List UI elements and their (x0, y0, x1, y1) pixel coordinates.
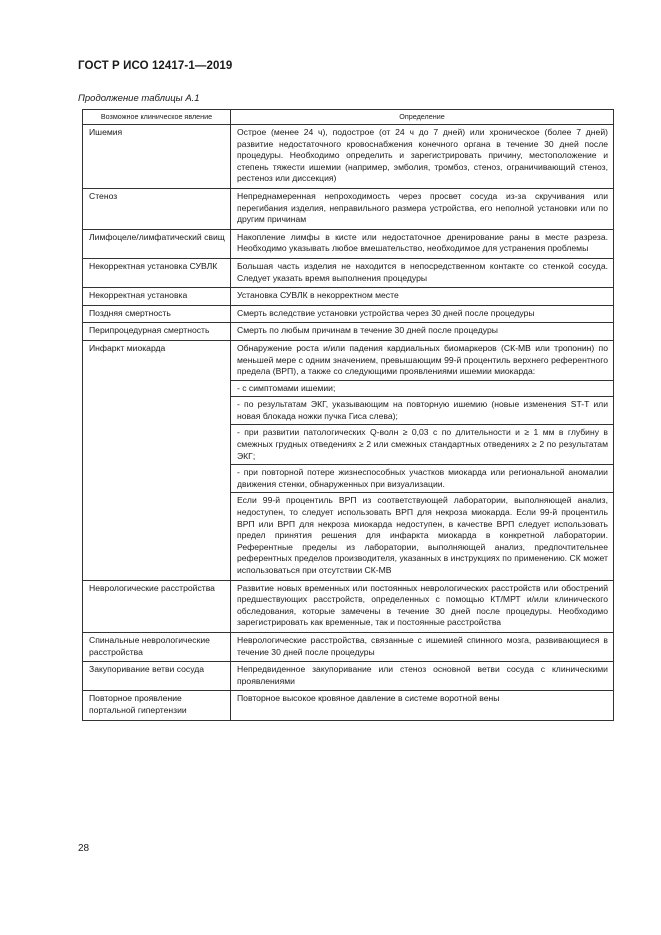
definition-cell (231, 323, 614, 341)
table-caption: Продолжение таблицы А.1 (78, 93, 200, 104)
clinical-phenomenon-cell: Повторное проявление портальной гипертензии (83, 691, 231, 720)
definition-cell (231, 288, 614, 306)
definition-cell (231, 580, 614, 632)
table-row (83, 323, 614, 341)
clinical-phenomenon-cell: Стеноз (83, 188, 231, 229)
clinical-phenomenon-cell: Спинальные неврологические расстройства (83, 632, 231, 661)
definition-cell (231, 662, 614, 691)
definition-paragraph: - при развитии патологических Q-волн ≥ 0,03 с по длительности и ≥ 1 мм в глубину в смежных грудных отведениях ≥ 2 или смежных стандартных отведениях ≥ 2 по результатам ЭКГ; (237, 427, 608, 461)
table-header-row (83, 110, 614, 125)
definition-paragraph: - по результатам ЭКГ, указывающим на повторную ишемию (новые изменения ST-T или новая блокада ножки пучка Гиса слева); (237, 399, 608, 421)
column-header-phenomenon: Возможное клиническое явление (83, 110, 231, 125)
definition-cell (231, 632, 614, 661)
definition-paragraph: Непредвиденное закупоривание или стеноз основной ветви сосуда с клиническими проявлениями (237, 664, 608, 686)
paragraph-divider (231, 396, 613, 397)
clinical-phenomenon-cell: Ишемия (83, 125, 231, 189)
definition-paragraph: Острое (менее 24 ч), подострое (от 24 ч до 7 дней) или хроническое (более 7 дней) развитие недостаточного кровоснабжения конечного органа в течение 30 дней после процедуры. Необходимо определить и зарегистрировать причину, местоположение и степень тяжести ишемии (например, эмболия, тромбоз, стеноз, ограничивающий стеноз, рестеноз или диссекция) (237, 127, 608, 184)
definition-paragraph: Смерть по любым причинам в течение 30 дней после процедуры (237, 325, 498, 336)
definition-paragraph: Неврологические расстройства, связанные с ишемией спинного мозга, развивающиеся в течение 30 дней после процедуры (237, 634, 608, 657)
definition-paragraph: Если 99-й процентиль ВРП из соответствующей лаборатории, выполняющей анализ, недоступен, то следует использовать ВРП для некроза миокарда. Если 99-й процентиль ВРП или ВРП для некроза миокарда недоступен, в качестве ВРП следует использовать предел принятия решения для инфаркта миокарда в конкретной лаборатории. Референтные пределы из лаборатории, выполняющей анализ, предпочтительнее референтных пределов производителя, указанных в инструкциях по применению. СК может использоваться при отсутствии СК-МВ (237, 495, 608, 575)
definition-cell (231, 125, 614, 189)
paragraph-divider (231, 424, 613, 425)
clinical-phenomenon-cell: Инфаркт миокарда (83, 340, 231, 580)
clinical-phenomenon-cell: Перипроцедурная смертность (83, 323, 231, 341)
definition-paragraph: Установка СУВЛК в некорректном месте (237, 290, 399, 301)
table-row (83, 632, 614, 661)
clinical-phenomenon-cell: Некорректная установка (83, 288, 231, 306)
clinical-phenomenon-cell: Лимфоцеле/лимфатический свищ (83, 229, 231, 258)
definition-paragraph: Повторное высокое кровяное давление в системе воротной вены (237, 693, 500, 704)
column-header-definition: Определение (231, 110, 614, 125)
table-row (83, 305, 614, 323)
paragraph-divider (231, 492, 613, 493)
table-row (83, 258, 614, 287)
table-row (83, 340, 614, 580)
definition-cell (231, 188, 614, 229)
table-row (83, 188, 614, 229)
paragraph-divider (231, 380, 613, 381)
definition-paragraph: Смерть вследствие установки устройства через 30 дней после процедуры (237, 307, 535, 318)
definition-cell (231, 305, 614, 323)
table-body (83, 125, 614, 721)
clinical-phenomenon-cell: Закупоривание ветви сосуда (83, 662, 231, 691)
table-row (83, 662, 614, 691)
table-row (83, 691, 614, 720)
definition-cell (231, 340, 614, 580)
table-row (83, 229, 614, 258)
definition-paragraph: - при повторной потере жизнеспособных участков миокарда или региональной аномалии движения стенки, обнаруженных при визуализации. (237, 467, 608, 489)
page-number: 28 (78, 843, 90, 854)
document-title: ГОСТ Р ИСО 12417-1—2019 (78, 60, 233, 72)
definitions-table (82, 109, 614, 721)
definition-paragraph: Накопление лимфы в кисте или недостаточное дренирование раны в месте разреза. Необходимо указывать любое вмешательство, необходимое для устранения проблемы (237, 231, 608, 254)
definition-cell (231, 691, 614, 720)
table-row (83, 288, 614, 306)
definition-paragraph: Непреднамеренная непроходимость через просвет сосуда из-за скручивания или перегибания изделия, неправильного размера устройства, его неполной установки или по другим причинам (237, 190, 608, 225)
clinical-phenomenon-cell: Неврологические расстройства (83, 580, 231, 632)
definition-paragraph: Развитие новых временных или постоянных неврологических расстройств или обострений предшествующих расстройств, определенных с помощью КТ/МРТ и/или клинического обследования, которые замечены в течение 30 дней после процедуры. Необходимо зарегистрировать как временные, так и постоянные расстройства (237, 582, 608, 628)
table-row (83, 125, 614, 189)
table-row (83, 580, 614, 632)
definition-cell (231, 229, 614, 258)
clinical-phenomenon-cell: Поздняя смертность (83, 305, 231, 323)
paragraph-divider (231, 464, 613, 465)
definition-paragraph: Большая часть изделия не находится в непосредственном контакте со стенкой сосуда. Следует указать время выполнения процедуры (237, 260, 608, 283)
definition-paragraph: - с симптомами ишемии; (237, 382, 336, 393)
clinical-phenomenon-cell: Некорректная установка СУВЛК (83, 258, 231, 287)
definition-paragraph: Обнаружение роста и/или падения кардиальных биомаркеров (СК-МВ или тропонин) по меньшей мере с одним значением, превышающим 99-й процентиль верхнего референтного предела (ВРП), а также со следующими проявлениями ишемии миокарда: (237, 342, 608, 377)
definition-cell (231, 258, 614, 287)
